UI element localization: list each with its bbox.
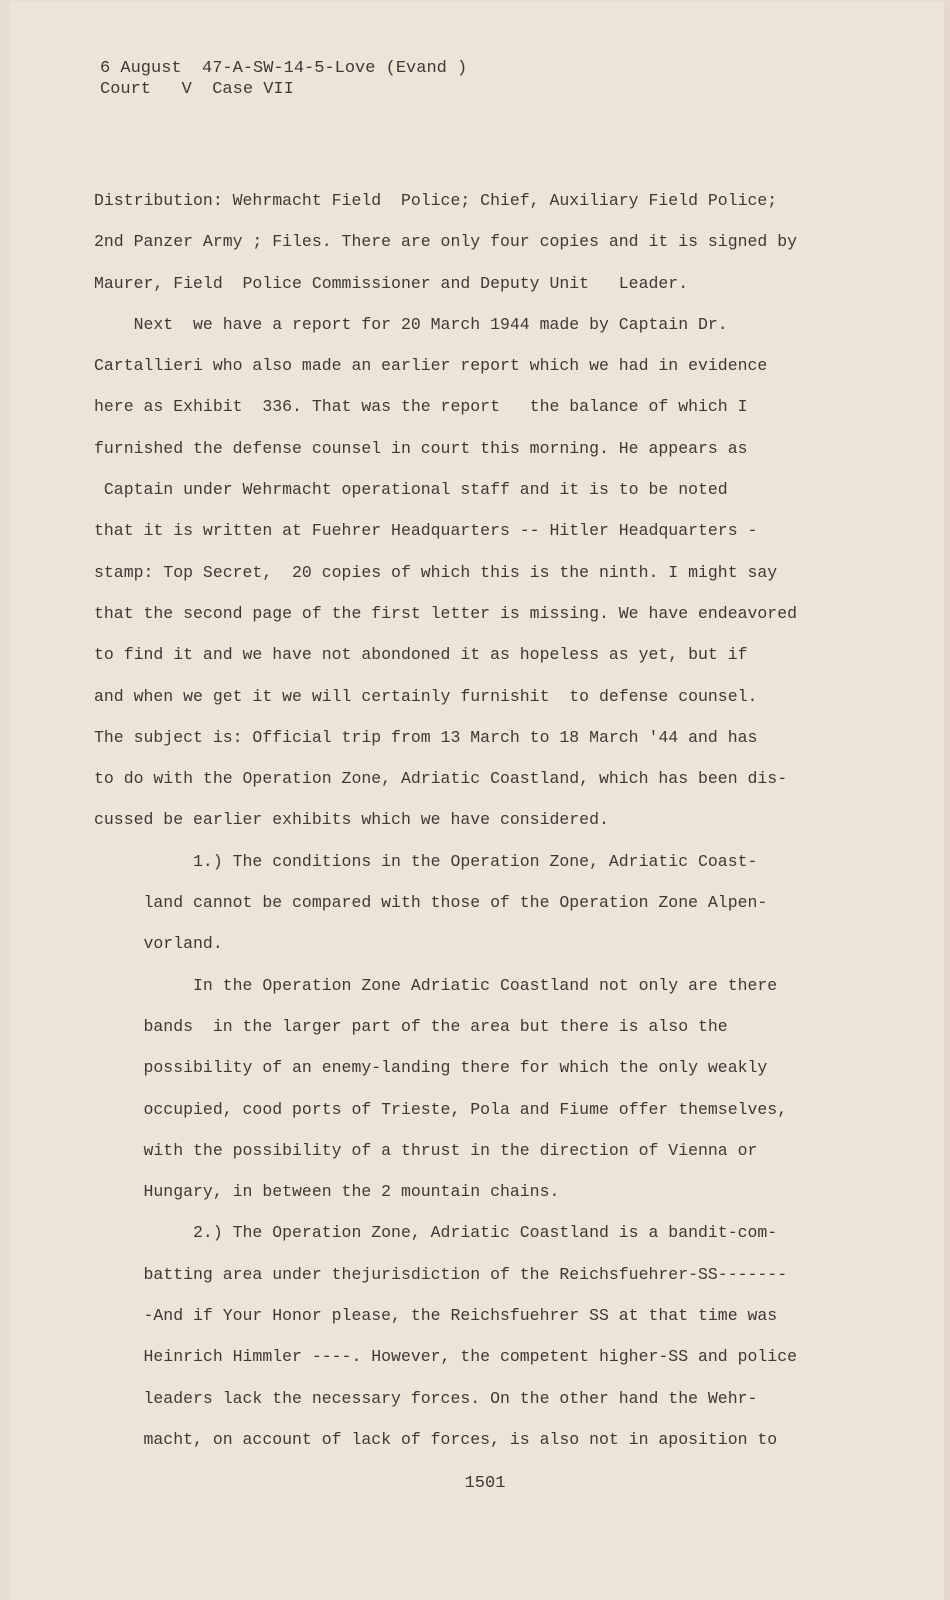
text-line: stamp: Top Secret, 20 copies of which this is the ninth. I might say <box>94 562 778 582</box>
transcript-body <box>94 180 834 1460</box>
text-line: Heinrich Himmler ----. However, the competent higher-SS and police <box>94 1347 798 1367</box>
page-number: 1501 <box>464 1474 506 1493</box>
text-line: that the second page of the first letter is missing. We have endeavored <box>94 603 798 623</box>
text-line: Maurer, Field Police Commissioner and Deputy Unit Leader. <box>94 273 689 293</box>
text-line: occupied, cood ports of Trieste, Pola and Fiume offer themselves, <box>94 1099 788 1119</box>
text-line: to find it and we have not abondoned it as hopeless as yet, but if <box>94 645 748 665</box>
text-line: 2nd Panzer Army ; Files. There are only four copies and it is signed by <box>94 232 798 252</box>
text-line: Cartallieri who also made an earlier report which we had in evidence <box>94 356 768 376</box>
text-line: to do with the Operation Zone, Adriatic Coastland, which has been dis- <box>94 769 788 789</box>
document-header <box>100 58 467 100</box>
text-line: -And if Your Honor please, the Reichsfuehrer SS at that time was <box>94 1306 778 1326</box>
text-line: Captain under Wehrmacht operational staff and it is to be noted <box>94 480 728 500</box>
text-line: possibility of an enemy-landing there for which the only weakly <box>94 1058 768 1078</box>
text-line: 1.) The conditions in the Operation Zone, Adriatic Coast- <box>94 851 758 871</box>
header-date-line: 6 August 47-A-SW-14-5-Love (Evand ) <box>100 59 468 78</box>
text-line: leaders lack the necessary forces. On the other hand the Wehr- <box>94 1388 758 1408</box>
text-line: The subject is: Official trip from 13 March to 18 March '44 and has <box>94 727 758 747</box>
text-line: bands in the larger part of the area but there is also the <box>94 1016 728 1036</box>
text-line: macht, on account of lack of forces, is also not in aposition to <box>94 1429 778 1449</box>
text-line: with the possibility of a thrust in the direction of Vienna or <box>94 1140 758 1160</box>
text-line: cussed be earlier exhibits which we have considered. <box>94 810 609 830</box>
text-line: vorland. <box>94 934 223 954</box>
text-line: that it is written at Fuehrer Headquarters -- Hitler Headquarters - <box>94 521 758 541</box>
text-line: 2.) The Operation Zone, Adriatic Coastland is a bandit-com- <box>94 1223 778 1243</box>
text-line: Hungary, in between the 2 mountain chains. <box>94 1182 560 1202</box>
text-line: and when we get it we will certainly furnishit to defense counsel. <box>94 686 758 706</box>
text-line: In the Operation Zone Adriatic Coastland not only are there <box>94 975 778 995</box>
text-line: Distribution: Wehrmacht Field Police; Chief, Auxiliary Field Police; <box>94 191 778 210</box>
text-line: batting area under thejurisdiction of the Reichsfuehrer-SS------- <box>94 1264 788 1284</box>
text-line: here as Exhibit 336. That was the report the balance of which I <box>94 397 748 417</box>
text-line: land cannot be compared with those of the Operation Zone Alpen- <box>94 893 768 913</box>
text-line: Next we have a report for 20 March 1944 made by Captain Dr. <box>94 314 728 334</box>
header-court-line: Court V Case VII <box>100 80 294 99</box>
text-line: furnished the defense counsel in court this morning. He appears as <box>94 438 748 458</box>
